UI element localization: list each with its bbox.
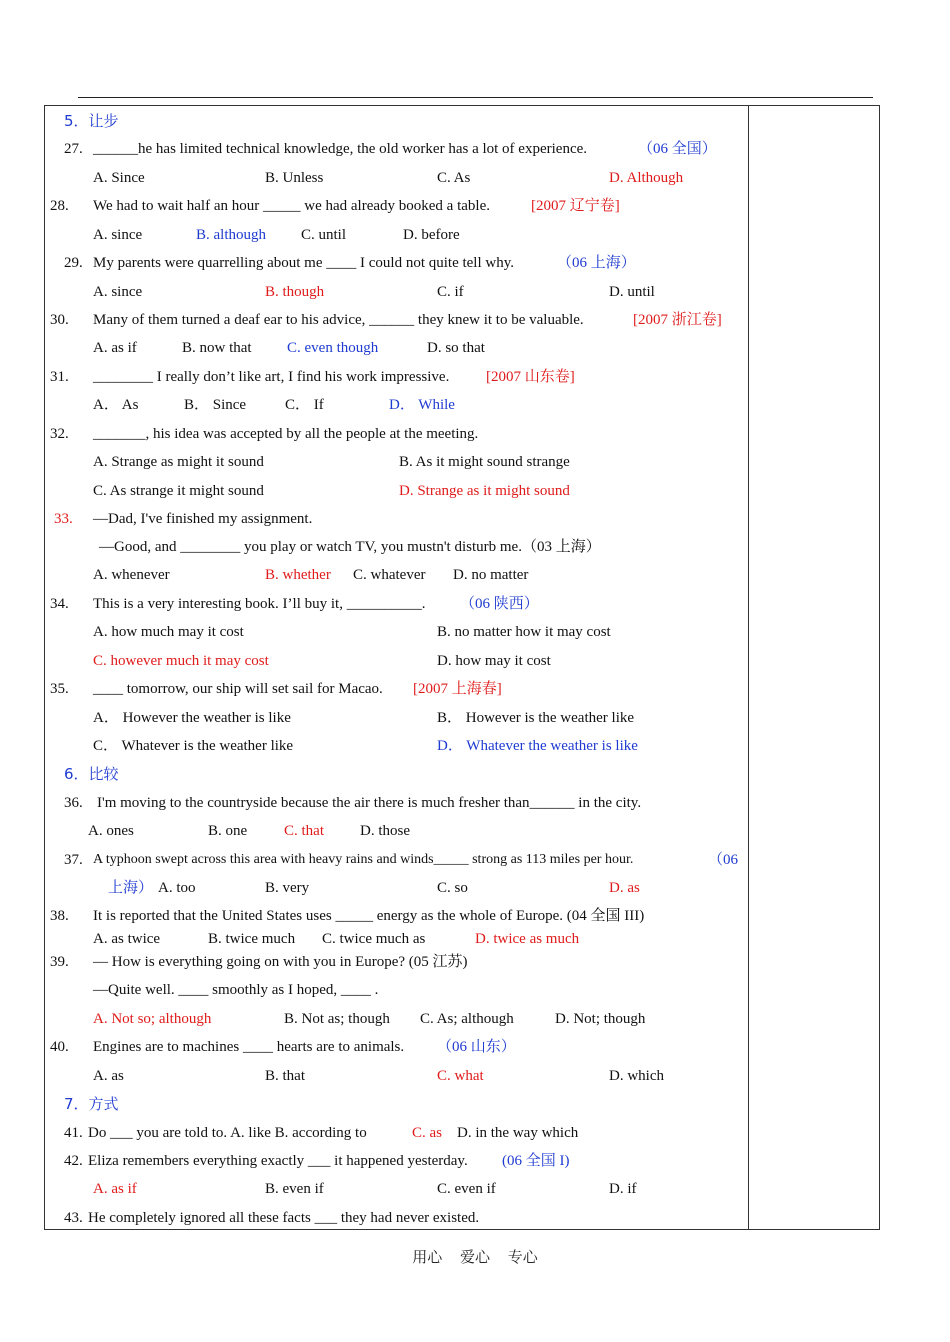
question-stem: _______, his idea was accepted by all the people at the meeting. <box>93 426 479 442</box>
question-number: 37. <box>64 852 83 868</box>
option-a: A. Strange as might it sound <box>93 454 264 470</box>
question-stem: Engines are to machines ____ hearts are to animals. <box>93 1039 405 1055</box>
option-a-answer: A. as if <box>93 1181 137 1197</box>
question-source: （06 <box>708 852 739 868</box>
option-b: B. Unless <box>265 170 324 186</box>
question-stem: ________ I really don’t like art, I find his work impressive. <box>93 369 450 385</box>
option-b: B. now that <box>182 340 252 356</box>
option-d: D. so that <box>427 340 485 356</box>
option-b-answer: B. although <box>196 227 266 243</box>
question-number: 32. <box>50 426 69 442</box>
question-stem: Do ___ you are told to. A. like B. according to <box>88 1125 367 1141</box>
question-number: 42. <box>64 1153 83 1169</box>
question-stem: He completely ignored all these facts ___ they had never existed. <box>88 1210 480 1226</box>
option-a-answer: A. Not so; although <box>93 1011 212 1027</box>
option-b-answer: B. whether <box>265 567 331 583</box>
question-number: 27. <box>64 141 83 157</box>
option-c: C. so <box>437 880 468 896</box>
question-number: 28. <box>50 198 69 214</box>
question-stem: ______he has limited technical knowledge, the old worker has a lot of experience. <box>93 141 588 157</box>
option-b: B. no matter how it may cost <box>437 624 611 640</box>
option-c: C. if <box>437 284 464 300</box>
option-a: A． As <box>93 397 139 413</box>
option-a: A. Since <box>93 170 145 186</box>
option-c-answer: C. as <box>412 1125 442 1141</box>
option-b-answer: B. though <box>265 284 325 300</box>
option-b: B. one <box>208 823 248 839</box>
option-d: D. how may it cost <box>437 653 551 669</box>
question-stem: It is reported that the United States uses _____ energy as the whole of Europe. (04 全国 III) <box>93 908 645 924</box>
question-stem: I'm moving to the countryside because the air there is much fresher than______ in the city. <box>97 795 642 811</box>
question-stem: —Quite well. ____ smoothly as I hoped, ____ . <box>93 982 379 998</box>
question-source: [2007 上海春] <box>413 681 502 697</box>
option-c: C. As; although <box>420 1011 514 1027</box>
question-stem: This is a very interesting book. I’ll buy it, __________. <box>93 596 426 612</box>
option-b: B． Since <box>184 397 247 413</box>
option-d-answer: D． Whatever the weather is like <box>437 738 638 754</box>
option-d-answer: D. twice as much <box>475 931 580 947</box>
option-d: D. in the way which <box>457 1125 579 1141</box>
question-number: 34. <box>50 596 69 612</box>
header-rule <box>78 97 873 98</box>
section-heading: 5．让步 <box>64 112 119 130</box>
table-column-divider <box>748 105 749 1230</box>
question-stem: ____ tomorrow, our ship will set sail for Macao. <box>93 681 383 697</box>
question-source: [2007 山东卷] <box>486 369 575 385</box>
question-source: (06 全国 I) <box>502 1153 570 1169</box>
option-d-answer: D. as <box>609 880 640 896</box>
question-source: （06 全国） <box>638 141 717 157</box>
option-c: C． If <box>285 397 324 413</box>
question-number: 31. <box>50 369 69 385</box>
option-b: B. that <box>265 1068 305 1084</box>
option-d: D. no matter <box>453 567 529 583</box>
option-d: D. which <box>609 1068 664 1084</box>
option-a: A. since <box>93 227 143 243</box>
question-number: 35. <box>50 681 69 697</box>
question-stem: —Good, and ________ you play or watch TV, you mustn't disturb me.（03 上海） <box>99 539 601 555</box>
option-c-answer: C. that <box>284 823 324 839</box>
option-c-answer: C. however much it may cost <box>93 653 269 669</box>
option-b: B． However is the weather like <box>437 710 635 726</box>
option-a: A. as twice <box>93 931 161 947</box>
option-d: D. Not; though <box>555 1011 646 1027</box>
question-number: 40. <box>50 1039 69 1055</box>
question-number: 39. <box>50 954 69 970</box>
footer-word: 爱心 <box>459 1250 490 1266</box>
question-stem: Eliza remembers everything exactly ___ it happened yesterday. <box>88 1153 468 1169</box>
footer-word: 用心 <box>412 1250 443 1266</box>
option-a: A． However the weather is like <box>93 710 291 726</box>
question-number: 36. <box>64 795 83 811</box>
option-b: B. twice much <box>208 931 296 947</box>
question-number: 33. <box>54 511 73 527</box>
option-b: B. very <box>265 880 310 896</box>
option-c: C. As strange it might sound <box>93 483 264 499</box>
question-stem: My parents were quarrelling about me ____ I could not quite tell why. <box>93 255 515 271</box>
option-d-answer: D. Although <box>609 170 684 186</box>
option-c: C. even if <box>437 1181 496 1197</box>
question-source: 上海） <box>108 880 154 896</box>
option-d: D. until <box>609 284 655 300</box>
option-a: A. since <box>93 284 143 300</box>
question-stem: A typhoon swept across this area with heavy rains and winds_____ strong as 113 miles per hour. <box>93 852 634 867</box>
question-number: 29. <box>64 255 83 271</box>
page-footer <box>0 1246 950 1267</box>
question-stem: Many of them turned a deaf ear to his advice, ______ they knew it to be valuable. <box>93 312 584 328</box>
question-source: [2007 辽宁卷] <box>531 198 620 214</box>
option-a: A. as <box>93 1068 124 1084</box>
option-c: C. As <box>437 170 471 186</box>
question-stem: — How is everything going on with you in Europe? (05 江苏) <box>93 954 468 970</box>
option-d: D. before <box>403 227 460 243</box>
option-b: B. even if <box>265 1181 324 1197</box>
option-c-answer: C. even though <box>287 340 379 356</box>
question-number: 41. <box>64 1125 83 1141</box>
question-stem: —Dad, I've finished my assignment. <box>93 511 313 527</box>
option-d: D. those <box>360 823 410 839</box>
option-c: C. whatever <box>353 567 426 583</box>
question-stem: We had to wait half an hour _____ we had already booked a table. <box>93 198 490 214</box>
option-b: B. As it might sound strange <box>399 454 570 470</box>
footer-word: 专心 <box>507 1250 538 1266</box>
option-d: D. if <box>609 1181 637 1197</box>
question-source: （06 上海） <box>557 255 636 271</box>
option-a: A. too <box>158 880 196 896</box>
option-a: A. whenever <box>93 567 170 583</box>
question-source: （06 山东） <box>437 1039 516 1055</box>
option-c-answer: C. what <box>437 1068 484 1084</box>
option-d-answer: D． While <box>389 397 455 413</box>
option-a: A. how much may it cost <box>93 624 244 640</box>
section-heading: 6．比较 <box>64 765 119 783</box>
question-number: 38. <box>50 908 69 924</box>
option-d-answer: D. Strange as it might sound <box>399 483 570 499</box>
option-c: C. twice much as <box>322 931 426 947</box>
option-a: A. ones <box>88 823 134 839</box>
option-c: C． Whatever is the weather like <box>93 738 294 754</box>
option-c: C. until <box>301 227 347 243</box>
section-heading: 7．方式 <box>64 1095 119 1113</box>
question-source: （06 陕西） <box>460 596 539 612</box>
question-source: [2007 浙江卷] <box>633 312 722 328</box>
question-number: 43. <box>64 1210 83 1226</box>
question-number: 30. <box>50 312 69 328</box>
option-b: B. Not as; though <box>284 1011 390 1027</box>
option-a: A. as if <box>93 340 137 356</box>
